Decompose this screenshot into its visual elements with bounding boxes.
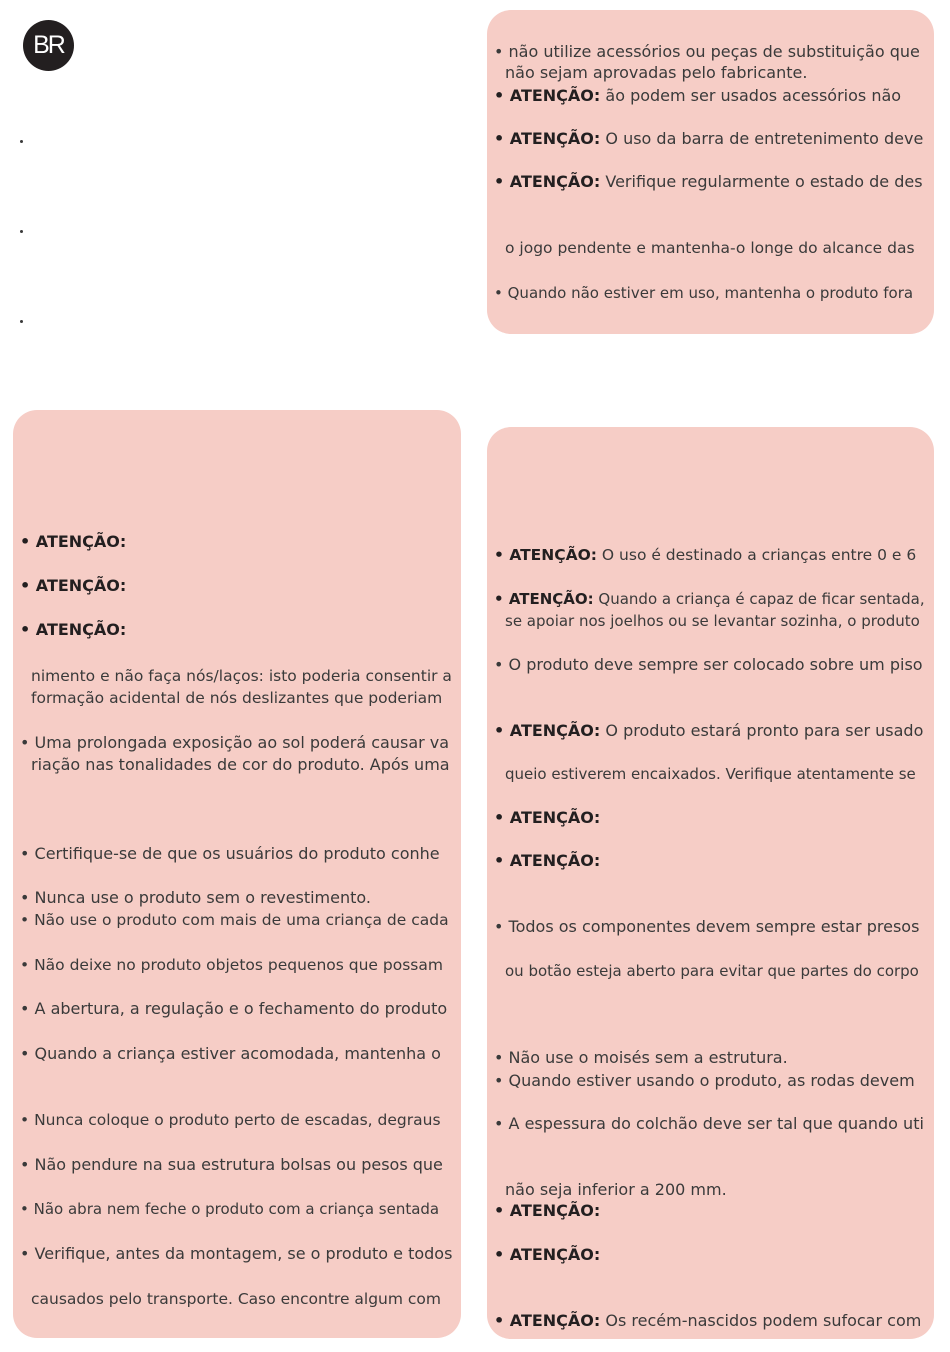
language-badge-br: BR xyxy=(23,20,74,71)
line-text: não seja inferior a 200 mm. xyxy=(505,1180,727,1199)
text-line xyxy=(505,238,926,258)
line-text: Quando não estiver em uso, mantenha o produto fora xyxy=(507,284,914,302)
bullet: • xyxy=(20,532,36,551)
bullet: • xyxy=(20,888,35,907)
bullet: • xyxy=(20,1044,35,1063)
bullet: • xyxy=(494,1114,509,1133)
bullet: • xyxy=(494,284,508,302)
line-text: Não deixe no produto objetos pequenos que possam xyxy=(34,956,443,974)
bullet: • xyxy=(20,1200,34,1218)
bullet: • xyxy=(494,129,510,148)
bullet: • xyxy=(494,42,509,61)
text-line xyxy=(31,1289,452,1309)
bullet: • xyxy=(20,956,35,974)
text-line xyxy=(20,1044,452,1064)
text-line xyxy=(494,172,926,192)
text-line xyxy=(20,532,452,552)
line-text: Nunca use o produto sem o revestimento. xyxy=(34,888,371,907)
text-line xyxy=(494,129,926,149)
line-text: A espessura do colchão deve ser tal que quando uti xyxy=(508,1114,924,1133)
warning-label: ATENÇÃO: xyxy=(509,546,597,564)
warning-label: ATENÇÃO: xyxy=(509,1245,601,1264)
line-text: nimento e não faça nós/laços: isto poderia consentir a xyxy=(31,667,452,685)
line-text: Não pendure na sua estrutura bolsas ou pesos que xyxy=(34,1155,443,1174)
text-line xyxy=(494,1048,926,1068)
text-line xyxy=(494,1114,926,1134)
line-text: Não use o produto com mais de uma criança de cada xyxy=(34,911,449,929)
line-text: não utilize acessórios ou peças de substituição que xyxy=(508,42,920,61)
line-text: riação nas tonalidades de cor do produto. Após uma xyxy=(31,755,450,774)
bullet: • xyxy=(20,1111,35,1129)
bullet: • xyxy=(494,917,509,936)
text-line xyxy=(31,688,452,708)
text-line xyxy=(494,1071,926,1091)
warning-label: ATENÇÃO: xyxy=(509,86,601,105)
text-line xyxy=(20,844,452,864)
text-line xyxy=(20,1155,452,1175)
text-line xyxy=(494,917,926,937)
warning-label: ATENÇÃO: xyxy=(508,590,594,608)
text-line xyxy=(20,1110,452,1130)
line-text: formação acidental de nós deslizantes que poderiam xyxy=(31,689,443,707)
text-line xyxy=(494,86,926,106)
text-line xyxy=(20,576,452,596)
text-line xyxy=(20,888,452,908)
text-line xyxy=(20,1244,452,1264)
text-line xyxy=(494,655,926,675)
bullet: • xyxy=(20,620,36,639)
line-text: Uma prolongada exposição ao sol poderá causar va xyxy=(34,733,450,752)
text-line xyxy=(20,910,452,930)
bullet: • xyxy=(494,851,510,870)
bullet: • xyxy=(494,86,510,105)
text-line xyxy=(494,589,926,609)
line-text: o jogo pendente e mantenha-o longe do alcance das xyxy=(505,239,915,257)
text-line xyxy=(31,666,452,686)
text-line xyxy=(20,999,452,1019)
bullet: • xyxy=(494,1071,509,1090)
line-text: causados pelo transporte. Caso encontre algum com xyxy=(31,1290,442,1308)
bullet: • xyxy=(494,721,510,740)
line-text: Quando a criança é capaz de ficar sentada, xyxy=(593,590,925,608)
text-line xyxy=(20,1199,452,1219)
text-line xyxy=(494,545,926,565)
line-text: O uso da barra de entretenimento deve xyxy=(600,129,924,148)
warning-label: ATENÇÃO: xyxy=(509,129,601,148)
line-text: Todos os componentes devem sempre estar presos xyxy=(508,917,920,936)
line-text: Quando estiver usando o produto, as rodas devem xyxy=(508,1071,915,1090)
line-text: A abertura, a regulação e o fechamento do produto xyxy=(34,999,448,1018)
empty-bullet-1 xyxy=(20,140,23,143)
line-text: Nunca coloque o produto perto de escadas, degraus xyxy=(34,1111,441,1129)
line-text: queio estiverem encaixados. Verifique atentamente se xyxy=(505,765,916,783)
bullet: • xyxy=(20,999,35,1018)
bullet: • xyxy=(494,546,510,564)
text-line xyxy=(505,611,926,631)
line-text: Quando a criança estiver acomodada, mantenha o xyxy=(34,1044,441,1063)
bullet: • xyxy=(494,1245,510,1264)
text-line xyxy=(494,808,926,828)
line-text: Certifique-se de que os usuários do produto conhe xyxy=(34,844,440,863)
text-line xyxy=(494,283,926,303)
text-line xyxy=(494,721,926,741)
bullet: • xyxy=(20,1155,35,1174)
warning-label: ATENÇÃO: xyxy=(509,1201,601,1220)
text-line xyxy=(20,955,452,975)
line-text: Verifique regularmente o estado de des xyxy=(600,172,923,191)
text-line xyxy=(20,733,452,753)
warning-label: ATENÇÃO: xyxy=(35,532,127,551)
bullet: • xyxy=(494,1048,509,1067)
bullet: • xyxy=(494,172,510,191)
text-line xyxy=(505,961,926,981)
warning-label: ATENÇÃO: xyxy=(509,1311,601,1330)
warning-label: ATENÇÃO: xyxy=(509,172,601,191)
text-line xyxy=(494,42,926,62)
line-text: Verifique, antes da montagem, se o produto e todos xyxy=(34,1244,453,1263)
warning-label: ATENÇÃO: xyxy=(509,851,601,870)
text-line xyxy=(494,1311,926,1331)
bullet: • xyxy=(494,808,510,827)
line-text: ou botão esteja aberto para evitar que partes do corpo xyxy=(505,962,919,980)
warning-label: ATENÇÃO: xyxy=(35,576,127,595)
text-line xyxy=(494,851,926,871)
bullet: • xyxy=(20,911,35,929)
warning-label: ATENÇÃO: xyxy=(35,620,127,639)
text-line xyxy=(494,1201,926,1221)
empty-bullet-3 xyxy=(20,320,23,323)
empty-bullet-2 xyxy=(20,230,23,233)
text-line xyxy=(20,620,452,640)
line-text: Não use o moisés sem a estrutura. xyxy=(508,1048,788,1067)
line-text: Os recém-nascidos podem sufocar com xyxy=(600,1311,922,1330)
line-text: ão podem ser usados acessórios não xyxy=(600,86,902,105)
line-text: se apoiar nos joelhos ou se levantar sozinha, o produto xyxy=(505,612,920,630)
warning-label: ATENÇÃO: xyxy=(509,721,601,740)
bullet: • xyxy=(20,844,35,863)
bullet: • xyxy=(494,1311,510,1330)
bullet: • xyxy=(494,655,509,674)
line-text: Não abra nem feche o produto com a criança sentada xyxy=(33,1200,440,1218)
bullet: • xyxy=(20,733,35,752)
text-line xyxy=(505,63,926,83)
text-line xyxy=(505,764,926,784)
line-text: O produto deve sempre ser colocado sobre um piso xyxy=(508,655,923,674)
text-line xyxy=(494,1245,926,1265)
text-line xyxy=(31,755,452,775)
line-text: O uso é destinado a crianças entre 0 e 6 xyxy=(596,546,917,564)
bullet: • xyxy=(494,590,509,608)
text-line xyxy=(505,1180,926,1200)
line-text: não sejam aprovadas pelo fabricante. xyxy=(505,63,808,82)
line-text: O produto estará pronto para ser usado xyxy=(600,721,924,740)
warning-label: ATENÇÃO: xyxy=(509,808,601,827)
bullet: • xyxy=(20,1244,35,1263)
bullet: • xyxy=(20,576,36,595)
bullet: • xyxy=(494,1201,510,1220)
